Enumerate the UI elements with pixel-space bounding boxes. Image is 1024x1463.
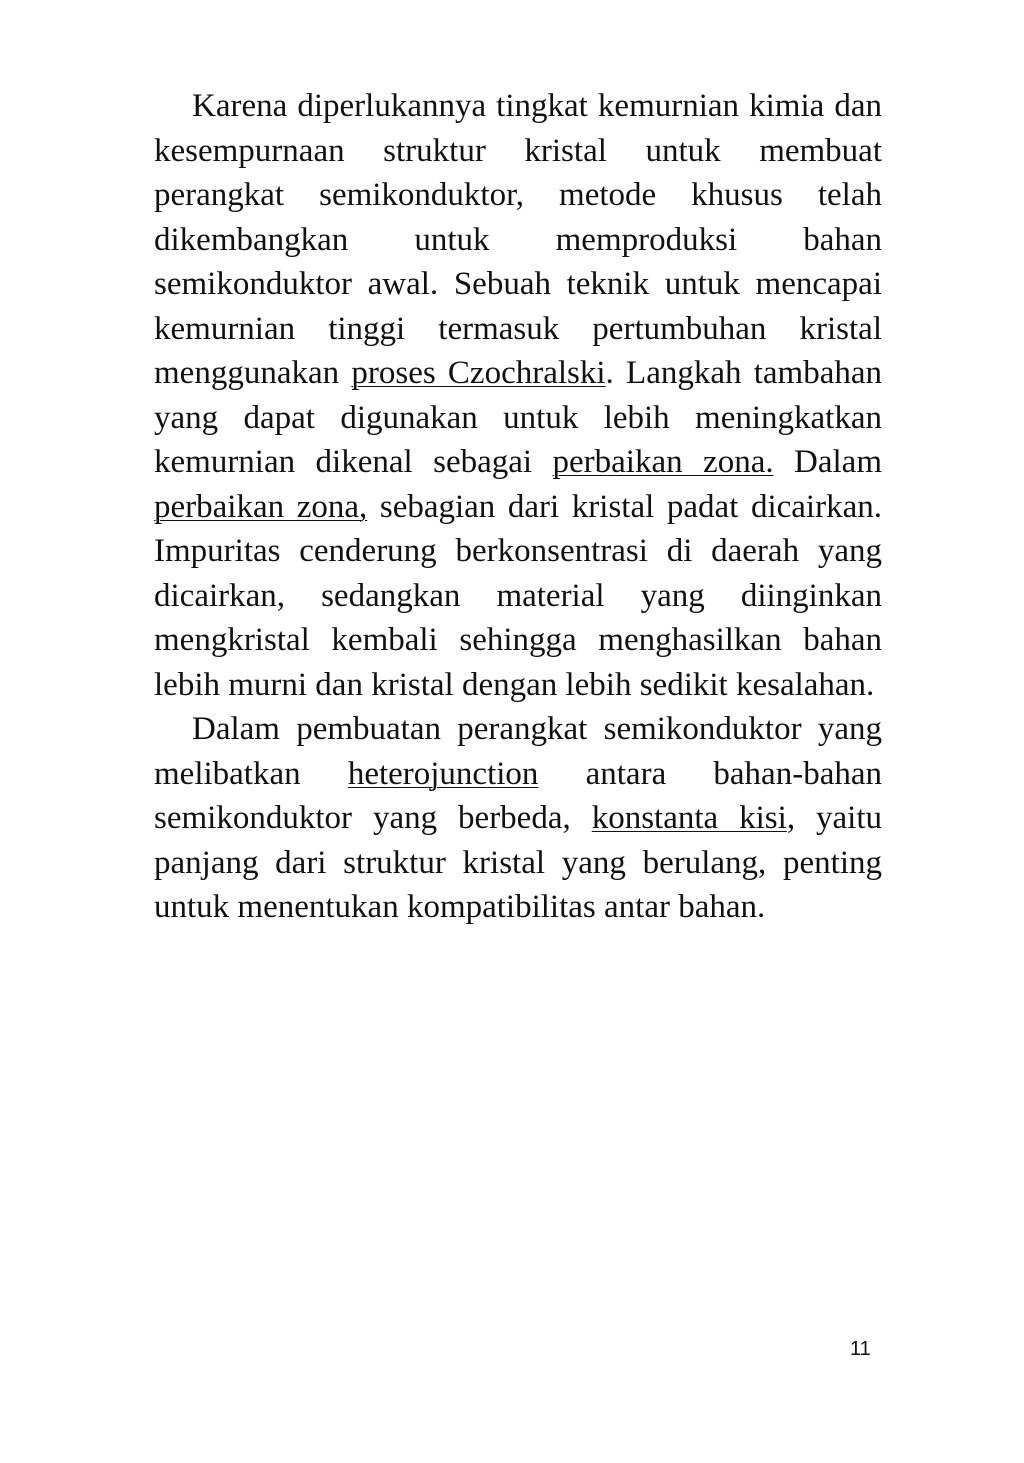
link-proses-czochralski[interactable]: proses Czochralski xyxy=(351,355,606,391)
paragraph-2 xyxy=(154,707,882,930)
document-body xyxy=(154,84,882,930)
link-perbaikan-zona-2[interactable]: perbaikan zona, xyxy=(154,488,368,525)
text-segment: Karena diperlukannya tingkat kemurnian kimia dan kesempurnaan struktur kristal untuk membuat perangkat semikonduktor, metode khusus telah dikembangkan untuk memproduksi bahan semikonduktor awal. Sebuah teknik untuk mencapai kemurnian tinggi termasuk pertumbuhan kristal menggunakan xyxy=(154,88,882,391)
link-konstanta-kisi[interactable]: konstanta kisi xyxy=(591,800,787,836)
paragraph-1 xyxy=(154,84,882,707)
text-segment: antara bahan-bahan semikonduktor yang berbeda, xyxy=(154,755,882,836)
text-segment: . Langkah tambahan yang dapat digunakan untuk lebih meningkatkan kemurnian dikenal sebagai xyxy=(154,355,883,480)
link-perbaikan-zona[interactable]: perbaikan zona. xyxy=(552,444,774,480)
text-segment: , yaitu panjang dari struktur kristal yang berulang, penting untuk menentukan kompatibilitas antar bahan. xyxy=(154,800,883,925)
text-segment: Dalam pembuatan perangkat semikonduktor yang melibatkan xyxy=(154,711,882,792)
text-segment: Dalam xyxy=(773,444,882,480)
link-heterojunction[interactable]: heterojunction xyxy=(347,755,539,792)
page-number: 11 xyxy=(850,1338,871,1360)
text-segment: sebagian dari kristal padat dicairkan. Impuritas cenderung berkonsentrasi di daerah yang dicairkan, sedangkan material yang diinginkan mengkristal kembali sehingga menghasilkan bahan lebih murni dan kristal dengan lebih sedikit kesalahan. xyxy=(154,488,882,703)
